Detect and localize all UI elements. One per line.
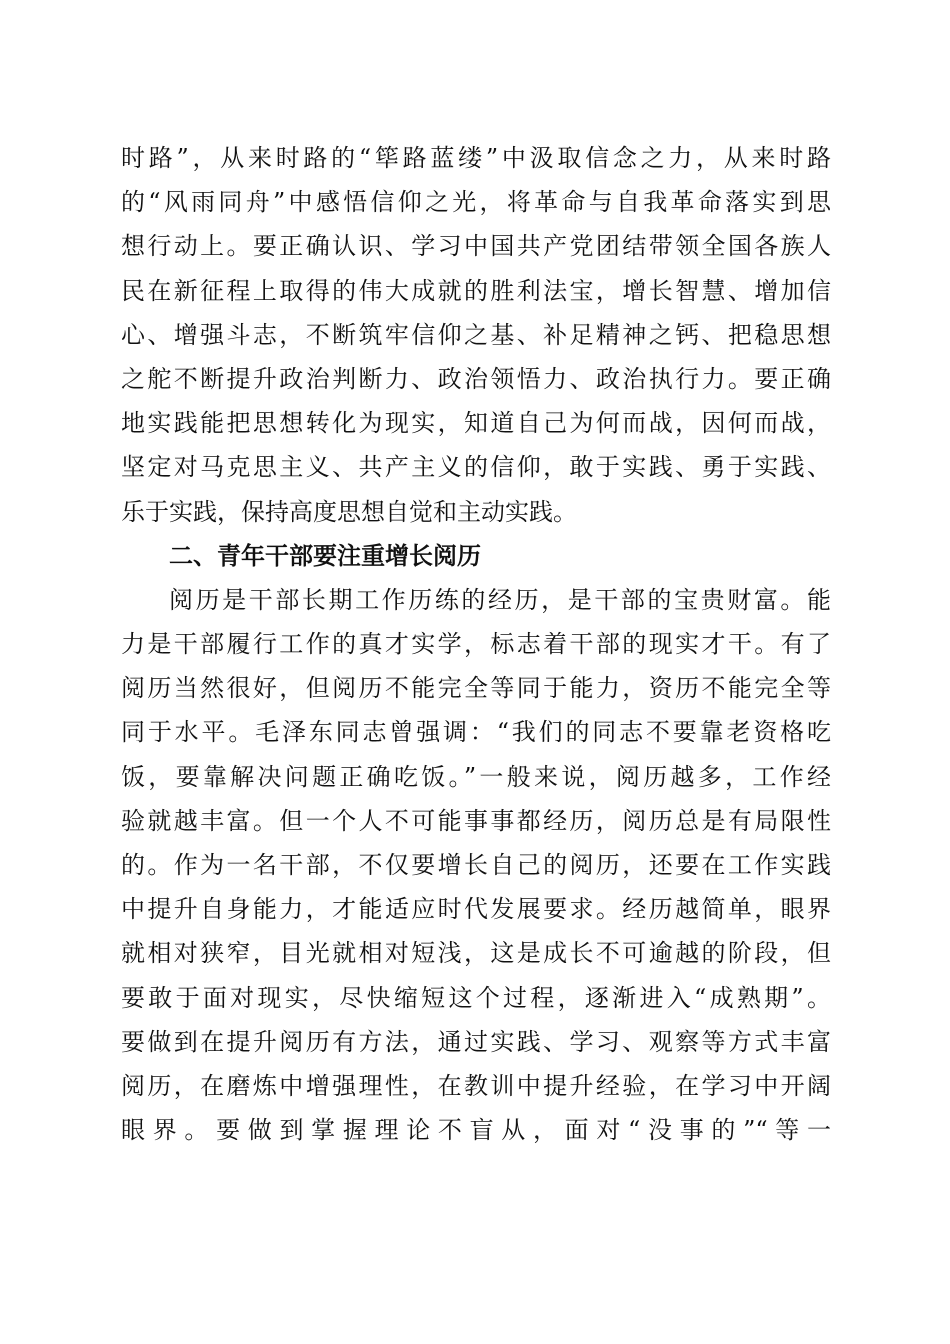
paragraph-line: 阅历是干部长期工作历练的经历，是干部的宝贵财富。能 [169,585,831,614]
paragraph-line: 之舵不断提升政治判断力、政治领悟力、政治执行力。要正确 [121,364,831,393]
paragraph-line: 的。作为一名干部，不仅要增长自己的阅历，还要在工作实践 [121,851,831,879]
paragraph-line: 阅历当然很好，但阅历不能完全等同于能力，资历不能完全等 [121,674,831,703]
paragraph-line: 同于水平。毛泽东同志曾强调：“我们的同志不要靠老资格吃 [121,718,831,747]
paragraph-line: 民在新征程上取得的伟大成就的胜利法宝，增长智慧、增加信 [121,276,831,305]
paragraph-line: 力是干部履行工作的真才实学，标志着干部的现实才干。有了 [121,630,831,659]
paragraph-line: 的“风雨同舟”中感悟信仰之光，将革命与自我革命落实到思 [121,188,831,217]
paragraph-line: 乐于实践，保持高度思想自觉和主动实践。 [121,497,577,526]
paragraph-line: 中提升自身能力，才能适应时代发展要求。经历越简单，眼界 [121,895,831,924]
paragraph-line: 阅历，在磨炼中增强理性，在教训中提升经验，在学习中开阔 [121,1071,831,1100]
document-body [121,136,831,1152]
paragraph-line: 眼界。要做到掌握理论不盲从，面对“没事的”“等一 [121,1116,831,1145]
paragraph-line: 心、增强斗志，不断筑牢信仰之基、补足精神之钙、把稳思想 [121,320,831,349]
section-heading: 二、青年干部要注重增长阅历 [169,541,481,570]
paragraph-line: 地实践能把思想转化为现实，知道自己为何而战，因何而战， [121,409,831,438]
paragraph-line: 就相对狭窄，目光就相对短浅，这是成长不可逾越的阶段，但 [121,939,831,968]
paragraph-line: 饭，要靠解决问题正确吃饭。”一般来说，阅历越多，工作经 [121,762,831,791]
paragraph-line: 坚定对马克思主义、共产主义的信仰，敢于实践、勇于实践、 [121,453,831,482]
paragraph-line: 要敢于面对现实，尽快缩短这个过程，逐渐进入“成熟期”。 [121,983,831,1012]
paragraph-line: 时路”，从来时路的“筚路蓝缕”中汲取信念之力，从来时路 [121,144,831,172]
paragraph-line: 验就越丰富。但一个人不可能事事都经历，阅历总是有局限性 [121,806,831,835]
paragraph-line: 想行动上。要正确认识、学习中国共产党团结带领全国各族人 [121,232,831,261]
paragraph-line: 要做到在提升阅历有方法，通过实践、学习、观察等方式丰富 [121,1027,831,1056]
